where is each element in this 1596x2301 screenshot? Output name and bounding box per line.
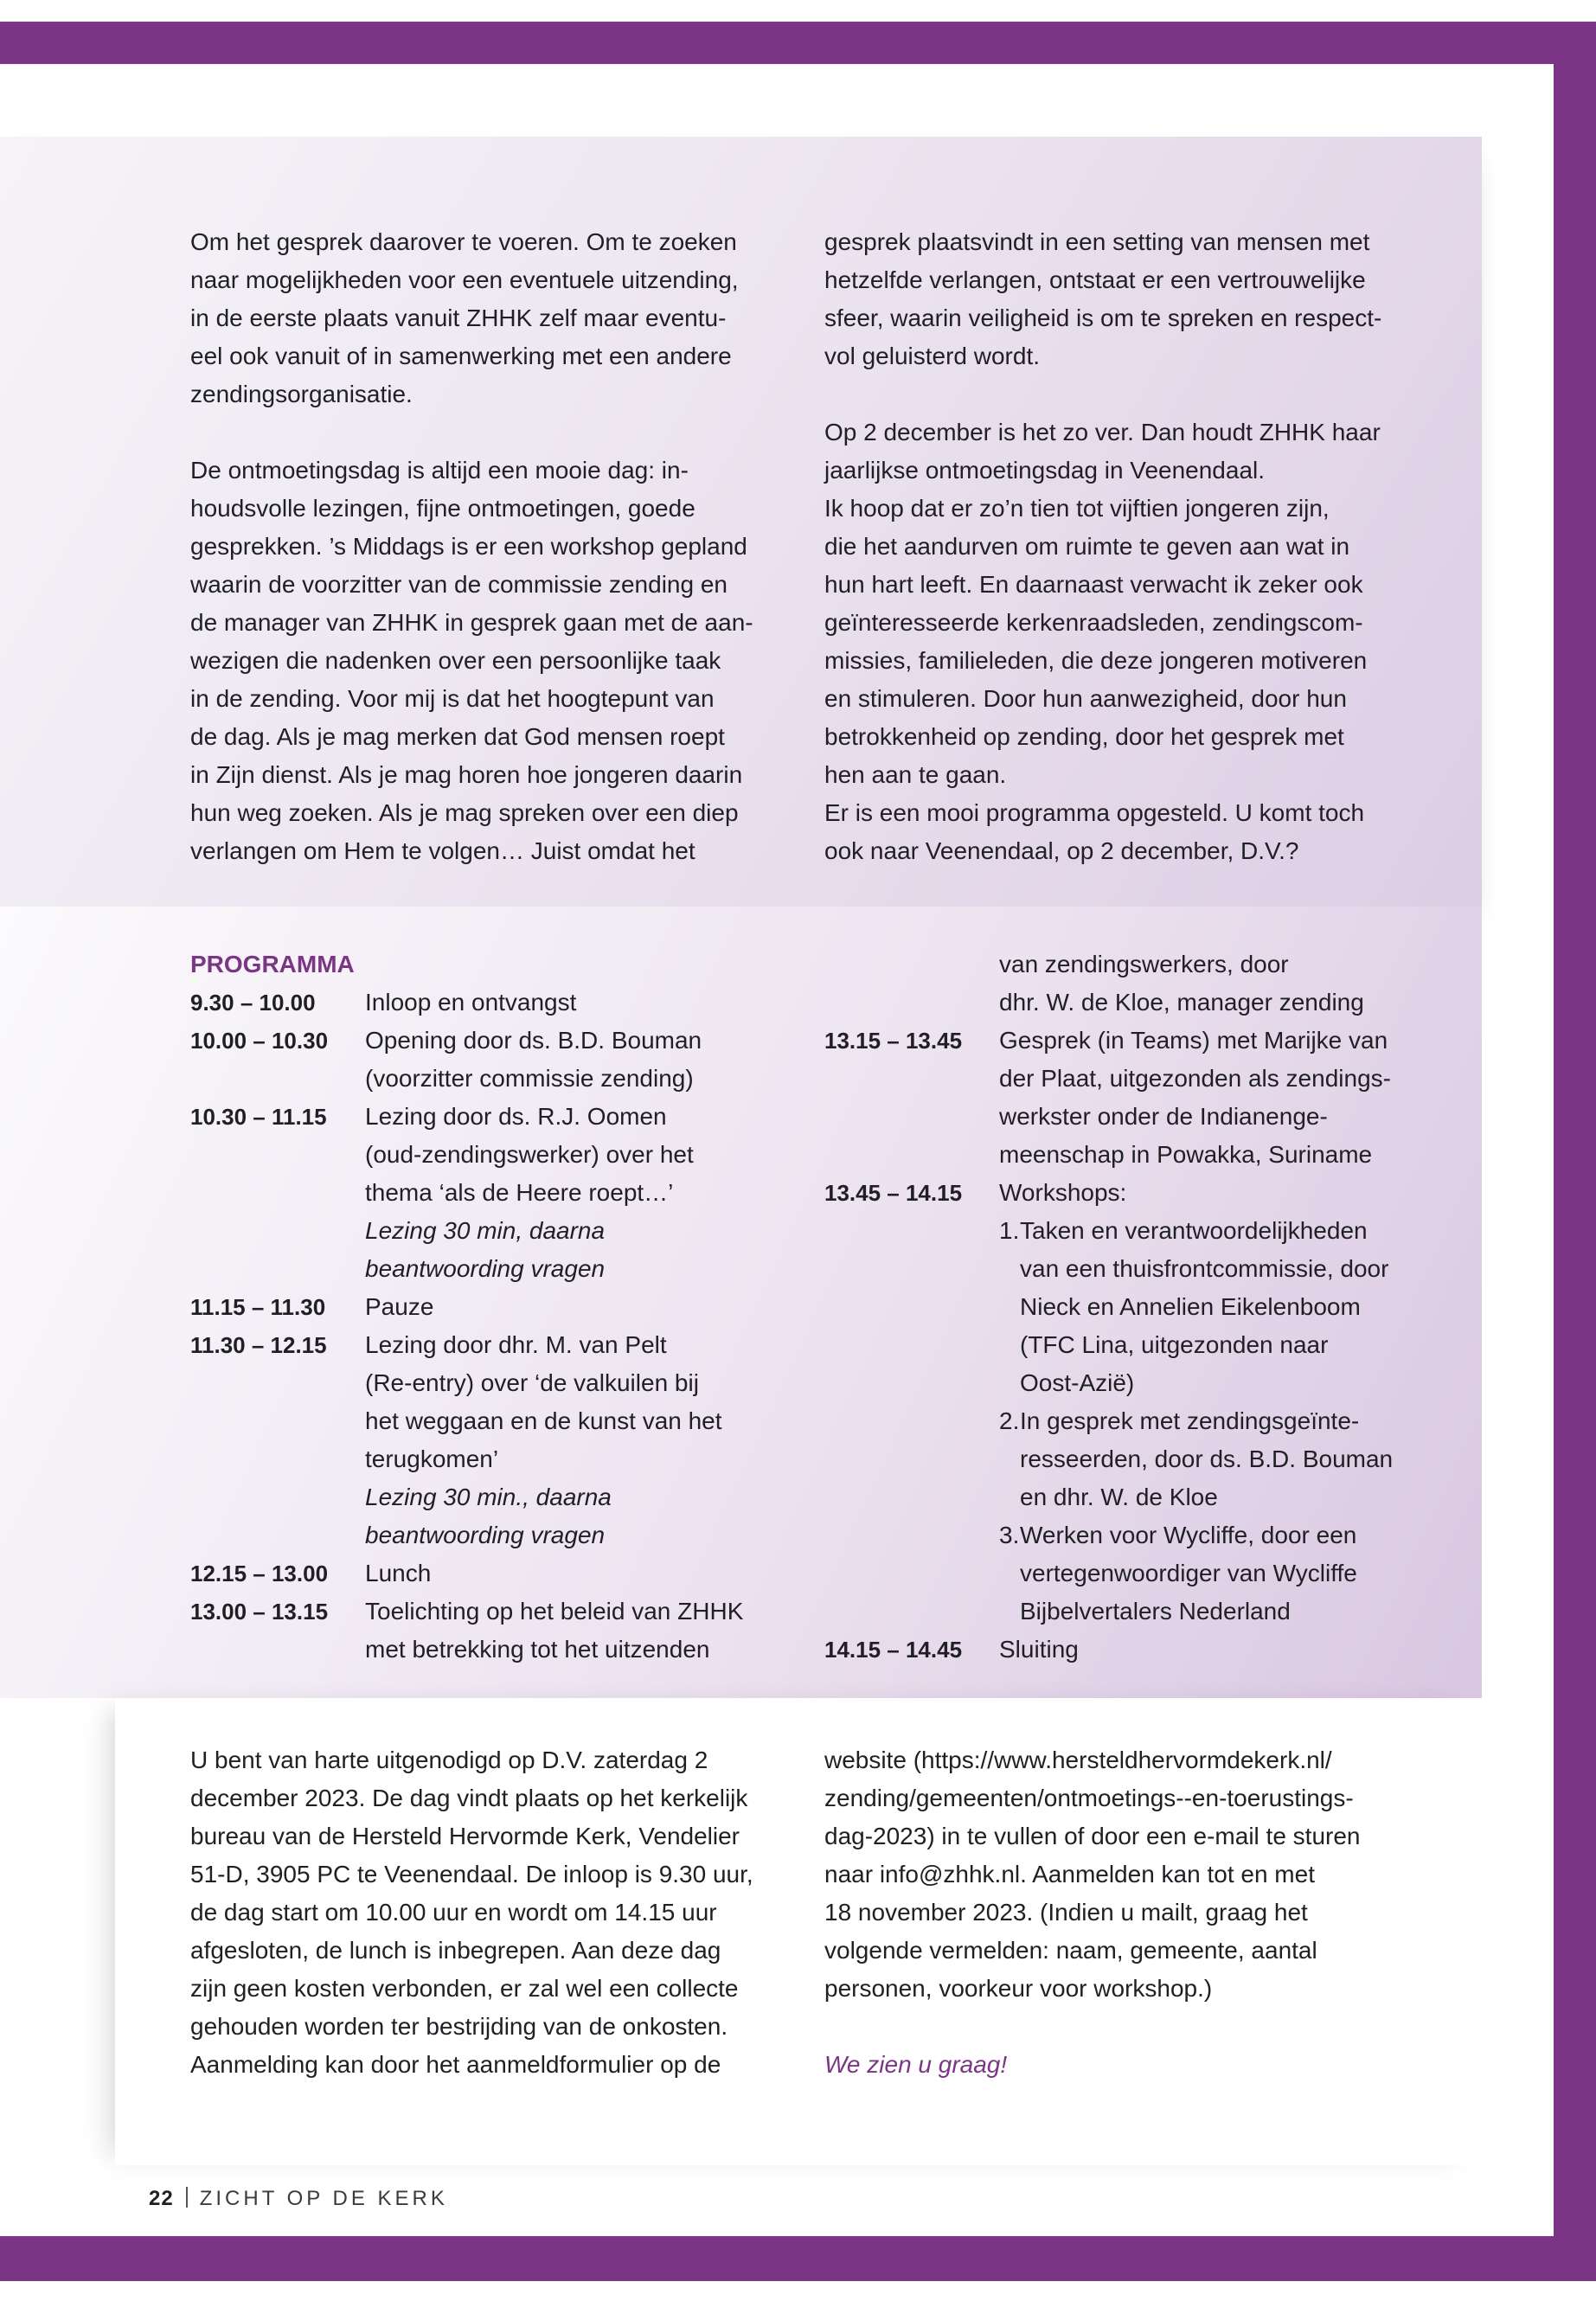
workshop-number: 3. <box>999 1522 1020 1548</box>
text-line: missies, familieleden, die deze jongeren motiveren <box>824 647 1368 674</box>
program-heading: PROGRAMMA <box>190 951 355 977</box>
text-line: 51-D, 3905 PC te Veenendaal. De inloop is 9.30 uur, <box>190 1861 753 1888</box>
text-line: Ik hoop dat er zo’n tien tot vijftien jongeren zijn, <box>824 495 1330 522</box>
program-description <box>365 1593 787 1669</box>
program-time: 12.15 – 13.00 <box>190 1561 329 1586</box>
workshop-text: en dhr. W. de Kloe <box>1020 1484 1218 1510</box>
workshop-text: Nieck en Annelien Eikelenboom <box>1020 1293 1361 1320</box>
text-line: in de zending. Voor mij is dat het hoogtepunt van <box>190 685 715 712</box>
program-description <box>365 1326 787 1554</box>
program-item <box>190 1098 787 1288</box>
text-line: gesprek plaatsvindt in een setting van mensen met <box>824 228 1370 255</box>
workshop-text: Werken voor Wycliffe, door een <box>1020 1522 1357 1548</box>
program-description <box>999 1631 1430 1669</box>
program-text: werkster onder de Indianenge- <box>999 1103 1328 1130</box>
text-line: sfeer, waarin veiligheid is om te spreken en respect- <box>824 304 1382 331</box>
program-text: Workshops: <box>999 1179 1127 1206</box>
program-description <box>365 1554 787 1593</box>
program-description <box>365 1022 787 1098</box>
program-note: Lezing 30 min., daarna <box>365 1484 612 1510</box>
workshop-item <box>999 1212 1430 1402</box>
program-text: Lezing door ds. R.J. Oomen <box>365 1103 667 1130</box>
workshop-text: van een thuisfrontcommissie, door <box>1020 1255 1389 1282</box>
magazine-title: ZICHT OP DE KERK <box>199 2187 448 2210</box>
text-line: die het aandurven om ruimte te geven aan wat in <box>824 533 1350 560</box>
program-time: 11.30 – 12.15 <box>190 1332 327 1358</box>
program-text: Toelichting op het beleid van ZHHK <box>365 1598 744 1625</box>
workshop-text: (TFC Lina, uitgezonden naar <box>1020 1331 1329 1358</box>
program-note: Lezing 30 min, daarna <box>365 1217 606 1244</box>
workshop-text: Bijbelvertalers Nederland <box>1020 1598 1291 1625</box>
program-text: Inloop en ontvangst <box>365 989 577 1016</box>
program-time: 10.30 – 11.15 <box>190 1104 327 1130</box>
text-line: de dag start om 10.00 uur en wordt om 14.15 uur <box>190 1899 717 1926</box>
program-item <box>190 1022 787 1098</box>
program-text: Pauze <box>365 1293 434 1320</box>
program-item <box>824 1631 1430 1669</box>
program-text: Lezing door dhr. M. van Pelt <box>365 1331 667 1358</box>
text-line: afgesloten, de lunch is inbegrepen. Aan deze dag <box>190 1937 721 1964</box>
text-line: Om het gesprek daarover te voeren. Om te zoeken <box>190 228 737 255</box>
workshop-item <box>999 1516 1430 1631</box>
program-time: 10.00 – 10.30 <box>190 1028 329 1054</box>
program-continuation <box>824 945 1430 1022</box>
text-line: ook naar Veenendaal, op 2 december, D.V.? <box>824 837 1299 864</box>
text-line: 18 november 2023. (Indien u mailt, graag het <box>824 1899 1308 1926</box>
text-line: U bent van harte uitgenodigd op D.V. zaterdag 2 <box>190 1747 708 1773</box>
text-line: bureau van de Hersteld Hervormde Kerk, Vendelier <box>190 1823 740 1849</box>
program-time: 13.45 – 14.15 <box>824 1180 963 1206</box>
text-line: hun hart leeft. En daarnaast verwacht ik zeker ook <box>824 571 1363 598</box>
program-left-column <box>190 945 787 1669</box>
program-text: Sluiting <box>999 1636 1079 1663</box>
workshop-number: 2. <box>999 1407 1020 1434</box>
program-text: terugkomen’ <box>365 1445 499 1472</box>
program-item <box>824 1174 1430 1631</box>
text-line: zijn geen kosten verbonden, er zal wel een collecte <box>190 1975 739 2002</box>
text-line: hen aan te gaan. <box>824 761 1007 788</box>
program-text: Gesprek (in Teams) met Marijke van <box>999 1027 1388 1054</box>
program-item <box>190 984 787 1022</box>
text-line: Aanmelding kan door het aanmeldformulier op de <box>190 2051 721 2078</box>
text-line: dag-2023) in te vullen of door een e-mail te sturen <box>824 1823 1361 1849</box>
paragraph <box>824 794 1430 870</box>
program-text: het weggaan en de kunst van het <box>365 1407 722 1434</box>
program-time: 13.15 – 13.45 <box>824 1028 963 1054</box>
program-right-column <box>824 945 1430 1669</box>
text-line: gesprekken. ’s Middags is er een workshop gepland <box>190 533 747 560</box>
workshop-text: Taken en verantwoordelijkheden <box>1020 1217 1368 1244</box>
text-line: Op 2 december is het zo ver. Dan houdt ZHHK haar <box>824 419 1381 445</box>
program-description <box>365 1098 787 1288</box>
paragraph <box>190 223 779 413</box>
program-time: 14.15 – 14.45 <box>824 1637 963 1663</box>
program-text: met betrekking tot het uitzenden <box>365 1636 710 1663</box>
program-item <box>190 1288 787 1326</box>
page-frame-right <box>1554 22 1596 2281</box>
paragraph <box>190 452 779 870</box>
text-line: geïnteresseerde kerkenraadsleden, zendingscom- <box>824 609 1363 636</box>
program-text: dhr. W. de Kloe, manager zending <box>999 989 1364 1016</box>
text-line: naar info@zhhk.nl. Aanmelden kan tot en met <box>824 1861 1315 1888</box>
text-line: en stimuleren. Door hun aanwezigheid, door hun <box>824 685 1347 712</box>
text-line: personen, voorkeur voor workshop.) <box>824 1975 1213 2002</box>
program-description <box>365 984 787 1022</box>
program-item <box>824 1022 1430 1174</box>
program-text: meenschap in Powakka, Suriname <box>999 1141 1373 1168</box>
text-line: in de eerste plaats vanuit ZHHK zelf maar eventu- <box>190 304 727 331</box>
closing-line: We zien u graag! <box>824 2051 1008 2078</box>
program-time: 9.30 – 10.00 <box>190 990 316 1016</box>
text-line: gehouden worden ter bestrijding van de onkosten. <box>190 2013 728 2040</box>
text-line: hetzelfde verlangen, ontstaat er een vertrouwelijke <box>824 266 1366 293</box>
text-line: volgende vermelden: naam, gemeente, aantal <box>824 1937 1317 1964</box>
program-time: 13.00 – 13.15 <box>190 1599 329 1625</box>
info-right-column <box>824 1741 1430 2084</box>
workshop-number: 1. <box>999 1217 1020 1244</box>
program-item <box>190 1593 787 1669</box>
program-time: 11.15 – 11.30 <box>190 1294 326 1320</box>
program-text: (oud-zendingswerker) over het <box>365 1141 694 1168</box>
text-line: december 2023. De dag vindt plaats op het kerkelijk <box>190 1785 748 1811</box>
text-line: wezigen die nadenken over een persoonlijke taak <box>190 647 721 674</box>
program-item <box>190 1326 787 1554</box>
text-line: hun weg zoeken. Als je mag spreken over een diep <box>190 799 739 826</box>
text-line: zending/gemeenten/ontmoetings--en-toerustings- <box>824 1785 1354 1811</box>
program-description <box>999 1174 1430 1631</box>
footer-divider <box>186 2187 188 2208</box>
program-description <box>365 1288 787 1326</box>
paragraph <box>824 490 1430 794</box>
program-description <box>999 1022 1430 1174</box>
program-text: der Plaat, uitgezonden als zendings- <box>999 1065 1391 1092</box>
program-item <box>190 1554 787 1593</box>
paragraph <box>824 413 1430 490</box>
program-note: beantwoording vragen <box>365 1255 606 1282</box>
page-frame-top <box>0 22 1596 64</box>
program-text: (voorzitter commissie zending) <box>365 1065 694 1092</box>
workshop-text: In gesprek met zendingsgeïnte- <box>1020 1407 1360 1434</box>
text-line: vol geluisterd wordt. <box>824 343 1041 369</box>
page-number: 22 <box>149 2187 174 2210</box>
text-line: waarin de voorzitter van de commissie zending en <box>190 571 727 598</box>
text-line: zendingsorganisatie. <box>190 381 413 407</box>
workshop-text: vertegenwoordiger van Wycliffe <box>1020 1560 1357 1586</box>
program-note: beantwoording vragen <box>365 1522 606 1548</box>
workshop-text: Oost-Azië) <box>1020 1369 1135 1396</box>
page-frame-bottom <box>0 2236 1596 2281</box>
program-text: Lunch <box>365 1560 432 1586</box>
text-line: jaarlijkse ontmoetingsdag in Veenendaal. <box>824 457 1266 484</box>
text-line: houdsvolle lezingen, fijne ontmoetingen, goede <box>190 495 695 522</box>
text-line: in Zijn dienst. Als je mag horen hoe jongeren daarin <box>190 761 743 788</box>
paragraph <box>824 223 1430 375</box>
text-line: De ontmoetingsdag is altijd een mooie dag: in- <box>190 457 689 484</box>
program-text: van zendingswerkers, door <box>999 951 1289 977</box>
info-left-column <box>190 1741 787 2084</box>
workshop-item <box>999 1402 1430 1516</box>
text-line: verlangen om Hem te volgen… Juist omdat het <box>190 837 695 864</box>
intro-left-column <box>190 223 779 870</box>
text-line: de dag. Als je mag merken dat God mensen roept <box>190 723 725 750</box>
program-text: Opening door ds. B.D. Bouman <box>365 1027 702 1054</box>
text-line: betrokkenheid op zending, door het gesprek met <box>824 723 1344 750</box>
text-line: de manager van ZHHK in gesprek gaan met de aan- <box>190 609 753 636</box>
program-text: (Re-entry) over ‘de valkuilen bij <box>365 1369 699 1396</box>
page-footer <box>149 2187 448 2211</box>
text-line: naar mogelijkheden voor een eventuele uitzending, <box>190 266 739 293</box>
text-line: Er is een mooi programma opgesteld. U komt toch <box>824 799 1365 826</box>
text-line: eel ook vanuit of in samenwerking met een andere <box>190 343 732 369</box>
intro-right-column <box>824 223 1430 870</box>
workshop-text: resseerden, door ds. B.D. Bouman <box>1020 1445 1394 1472</box>
program-text: thema ‘als de Heere roept…’ <box>365 1179 674 1206</box>
text-line: website (https://www.hersteldhervormdekerk.nl/ <box>824 1747 1332 1773</box>
